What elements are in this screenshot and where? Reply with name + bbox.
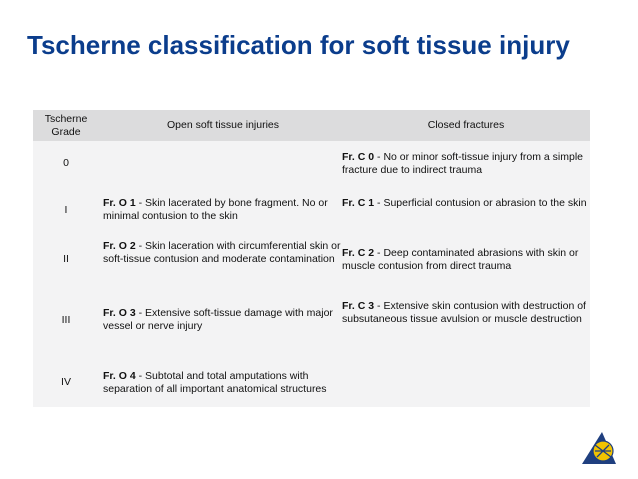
row-3-open xyxy=(103,307,341,333)
row-3-closed xyxy=(342,300,587,326)
row-0-closed-code: Fr. C 0 xyxy=(342,151,375,163)
row-0-closed-text: - No or minor soft-tissue injury from a simple fracture due to indirect trauma xyxy=(342,151,583,176)
header-closed: Closed fractures xyxy=(427,119,505,131)
row-1-closed-text: - Superficial contusion or abrasion to the skin xyxy=(374,197,587,209)
classification-table xyxy=(33,110,590,407)
row-0-closed xyxy=(342,151,587,177)
row-3-open-code: Fr. O 3 xyxy=(103,307,136,319)
row-2-open-code: Fr. O 2 xyxy=(103,240,136,252)
row-2-closed xyxy=(342,247,587,273)
row-2-closed-code: Fr. C 2 xyxy=(342,247,375,259)
row-4-open-code: Fr. O 4 xyxy=(103,370,136,382)
row-3-closed-text: - Extensive skin contusion with destruction of subsutaneous tissue avulsion or muscle destruction xyxy=(342,300,586,325)
row-1-grade: I xyxy=(64,204,68,216)
ao-foundation-logo-icon xyxy=(578,428,620,468)
row-3-open-text: - Extensive soft-tissue damage with major vessel or nerve injury xyxy=(103,307,333,332)
row-3-grade: III xyxy=(61,314,71,326)
header-grade: Tscherne Grade xyxy=(44,113,88,138)
row-2-grade: II xyxy=(63,253,69,265)
row-0-grade: 0 xyxy=(63,157,69,169)
row-1-open-code: Fr. O 1 xyxy=(103,197,136,209)
row-1-open-text: - Skin lacerated by bone fragment. No or minimal contusion to the skin xyxy=(103,197,328,222)
row-2-open-text: - Skin laceration with circumferential skin or soft-tissue contusion and moderate contamination xyxy=(103,240,341,265)
row-4-open xyxy=(103,370,341,396)
row-1-open xyxy=(103,197,341,223)
row-4-open-text: - Subtotal and total amputations with separation of all important anatomical structures xyxy=(103,370,327,395)
slide-title: Tscherne classification for soft tissue injury xyxy=(27,30,570,60)
header-open: Open soft tissue injuries xyxy=(166,119,280,131)
row-1-closed xyxy=(342,197,587,210)
row-3-closed-code: Fr. C 3 xyxy=(342,300,375,312)
row-2-open xyxy=(103,240,341,266)
row-2-closed-text: - Deep contaminated abrasions with skin or muscle contusion from direct trauma xyxy=(342,247,579,272)
row-1-closed-code: Fr. C 1 xyxy=(342,197,375,209)
row-4-grade: IV xyxy=(61,376,71,388)
